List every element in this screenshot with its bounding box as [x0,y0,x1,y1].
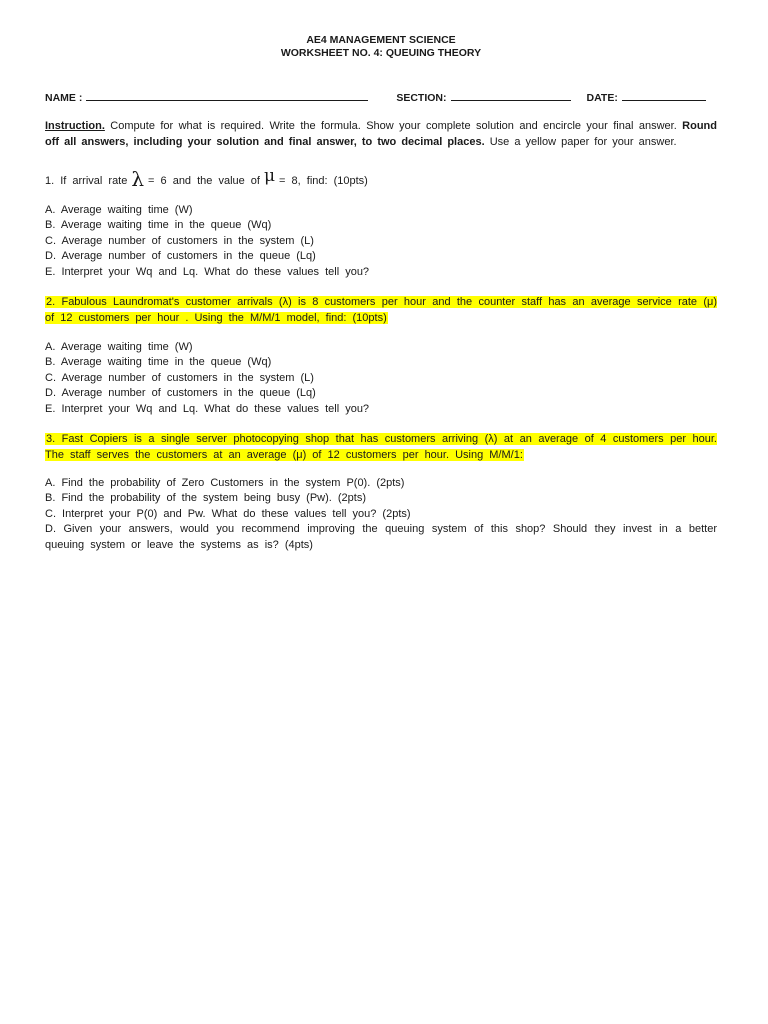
q1-item-c: C. Average number of customers in the system (L) [45,234,314,247]
question-2 [45,295,717,326]
q1-item-d: D. Average number of customers in the queue (Lq) [45,250,316,263]
section-field[interactable] [451,91,571,101]
instruction-paragraph [45,119,717,150]
worksheet-subtitle: WORKSHEET NO. 4: QUEUING THEORY [280,47,482,59]
q2-item-a: A. Average waiting time (W) [45,341,193,354]
question-1 [45,168,717,189]
q2-item-e: E. Interpret your Wq and Lq. What do these values tell you? [45,402,370,415]
q1-item-e: E. Interpret your Wq and Lq. What do these values tell you? [45,265,370,278]
q1-suffix: = 8, find: (10pts) [279,175,368,187]
instruction-text-2: Use a yellow paper for your answer. [484,135,677,148]
date-label: DATE: [586,92,618,104]
instruction-text-1: Compute for what is required. Write the formula. Show your complete solution and encircle your final answer. [104,120,683,132]
course-title: AE4 MANAGEMENT SCIENCE [306,34,456,46]
q2-items [45,340,717,417]
date-field[interactable] [622,91,706,101]
student-info-row [45,91,717,105]
q3-item-b: B. Find the probability of the system being busy (Pw). (2pts) [45,492,367,505]
q1-item-b: B. Average waiting time in the queue (Wq) [45,219,272,232]
instruction-label: Instruction. [45,120,105,132]
q3-item-c: C. Interpret your P(0) and Pw. What do these values tell you? (2pts) [45,507,411,520]
q3-item-d: D. Given your answers, would you recommend improving the queuing system of this shop? Should they invest in a better queuing system or leave the systems as is? (4pts) [45,523,717,551]
worksheet-page [45,34,717,553]
instruction-bold: Round off all answers, including your solution and final answer, to two decimal places. [45,120,717,148]
worksheet-title [45,34,717,60]
q1-items [45,203,717,280]
question-3 [45,432,717,463]
q1-middle: = 6 and the value of [148,175,260,187]
q2-item-c: C. Average number of customers in the system (L) [45,371,314,384]
q3-item-a: A. Find the probability of Zero Customers in the system P(0). (2pts) [45,477,405,490]
lambda-symbol: λ [131,167,145,191]
name-label: NAME : [45,92,83,104]
q3-items [45,476,717,553]
q1-prefix: 1. If arrival rate [45,175,128,187]
q2-item-d: D. Average number of customers in the queue (Lq) [45,387,316,400]
name-field[interactable] [86,91,368,101]
section-label: SECTION: [396,92,447,104]
q2-text: 2. Fabulous Laundromat's customer arrivals (λ) is 8 customers per hour and the counter staff has an average service rate (μ) of 12 customers per hour . Using the M/M/1 model, find: (10pts) [45,296,717,324]
q2-item-b: B. Average waiting time in the queue (Wq) [45,356,272,369]
q3-text: 3. Fast Copiers is a single server photocopying shop that has customers arriving (λ) at an average of 4 customers per hour. The staff serves the customers at an average (μ) of 12 customers per hour. Using M/M/1: [45,433,717,461]
mu-symbol: μ [263,166,276,186]
q1-item-a: A. Average waiting time (W) [45,204,193,216]
